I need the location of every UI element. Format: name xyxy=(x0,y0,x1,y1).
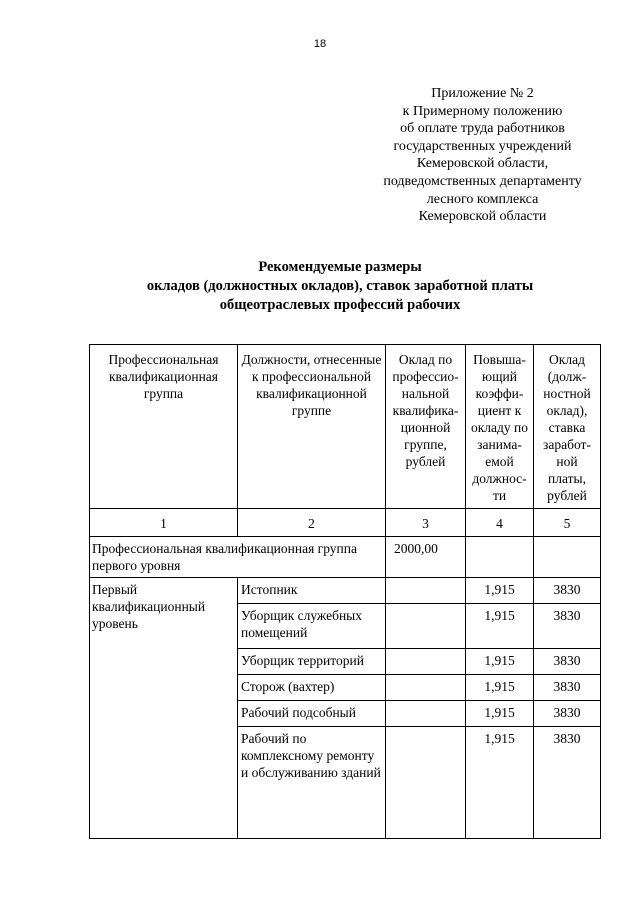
title-line: общеотраслевых профессий рабочих xyxy=(219,297,461,313)
header-cell: Профессиональная квалификационная группа xyxy=(90,345,238,509)
column-number: 2 xyxy=(238,509,386,537)
appendix-line: Кемеровской области, xyxy=(416,156,549,172)
group-label: Профессиональная квалификационная группа первого уровня xyxy=(90,537,386,578)
empty-cell xyxy=(386,649,466,675)
column-number: 3 xyxy=(386,509,466,537)
group-empty-cell xyxy=(534,537,601,578)
header-row xyxy=(90,345,601,509)
empty-cell xyxy=(386,701,466,727)
position-cell: Сторож (вахтер) xyxy=(238,675,386,701)
table-row xyxy=(90,578,601,604)
coefficient-cell: 1,915 xyxy=(466,727,534,839)
salary-cell: 3830 xyxy=(534,649,601,675)
group-base-salary: 2000,00 xyxy=(386,537,466,578)
title-line: окладов (должностных окладов), ставок заработной платы xyxy=(146,278,534,294)
empty-cell xyxy=(386,604,466,649)
appendix-line: Приложение № 2 xyxy=(431,86,534,101)
appendix-line: государственных учреждений xyxy=(393,138,572,154)
position-cell: Рабочий по комплексному ремонту и обслуживанию зданий xyxy=(238,727,386,839)
coefficient-cell: 1,915 xyxy=(466,649,534,675)
coefficient-cell: 1,915 xyxy=(466,675,534,701)
header-cell: Оклад (долж-ностной оклад), ставка заработ-ной платы, рублей xyxy=(534,345,601,509)
position-cell: Истопник xyxy=(238,578,386,604)
title-line: Рекомендуемые размеры xyxy=(258,259,422,275)
appendix-line: лесного комплекса xyxy=(426,191,539,207)
appendix-line: к Примерному положению xyxy=(402,103,563,119)
coefficient-cell: 1,915 xyxy=(466,701,534,727)
salary-cell: 3830 xyxy=(534,604,601,649)
header-cell: Должности, отнесенные к профессиональной квалификационной группе xyxy=(238,345,386,509)
empty-cell xyxy=(386,578,466,604)
empty-cell xyxy=(386,675,466,701)
coefficient-cell: 1,915 xyxy=(466,604,534,649)
page-number: 18 xyxy=(313,38,327,50)
level-label: Первый квалификационный уровень xyxy=(90,578,238,839)
position-cell: Уборщик территорий xyxy=(238,649,386,675)
appendix-line: об оплате труда работников xyxy=(400,121,565,137)
appendix-line: Кемеровской области xyxy=(418,209,547,225)
column-number: 5 xyxy=(534,509,601,537)
document-title xyxy=(100,258,580,315)
group-row xyxy=(90,537,601,578)
coefficient-cell: 1,915 xyxy=(466,578,534,604)
position-cell: Рабочий подсобный xyxy=(238,701,386,727)
position-cell: Уборщик служебных помещений xyxy=(238,604,386,649)
group-empty-cell xyxy=(466,537,534,578)
appendix-block xyxy=(365,85,600,226)
salary-table xyxy=(89,344,601,839)
column-number: 4 xyxy=(466,509,534,537)
empty-cell xyxy=(386,727,466,839)
header-cell: Повыша-ющий коэффи-циент к окладу по занима-емой должнос-ти xyxy=(466,345,534,509)
header-cell: Оклад по профессио-нальной квалифика-ционной группе, рублей xyxy=(386,345,466,509)
appendix-line: подведомственных департаменту xyxy=(383,173,582,189)
salary-cell: 3830 xyxy=(534,701,601,727)
column-number: 1 xyxy=(90,509,238,537)
salary-cell: 3830 xyxy=(534,727,601,839)
salary-cell: 3830 xyxy=(534,675,601,701)
salary-cell: 3830 xyxy=(534,578,601,604)
column-number-row xyxy=(90,509,601,537)
